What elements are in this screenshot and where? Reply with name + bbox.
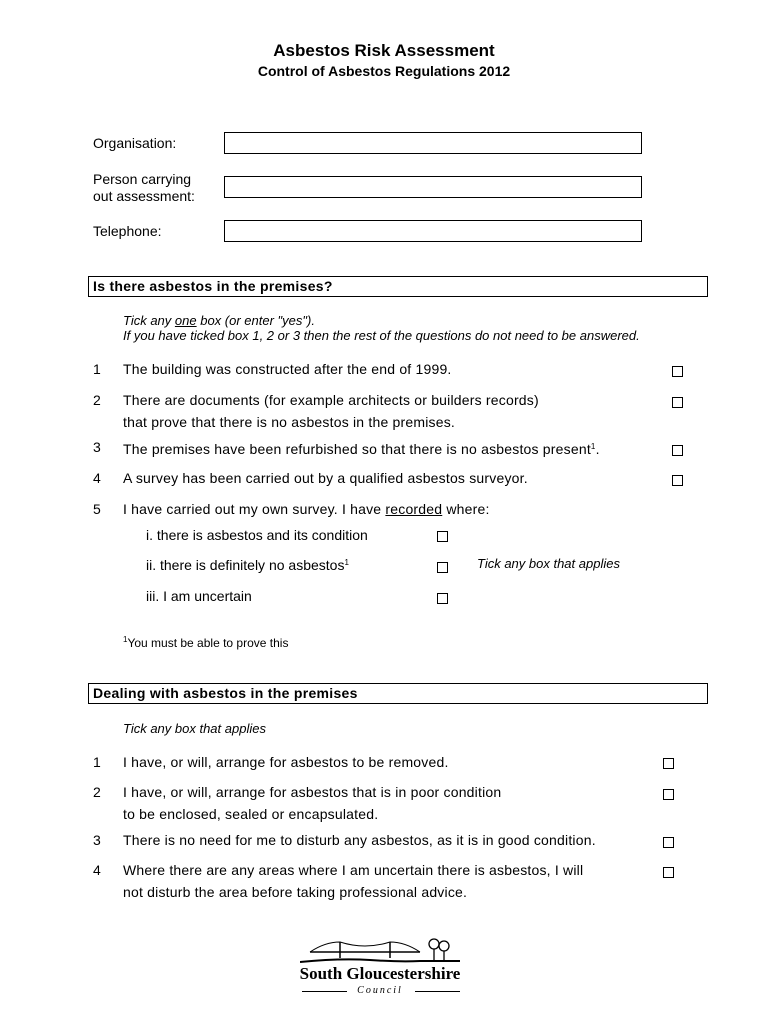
organisation-label: Organisation: <box>93 135 177 151</box>
s2-item-text: I have, or will, arrange for asbestos to be removed. <box>123 754 449 770</box>
s2-item2-checkbox[interactable] <box>663 789 674 800</box>
logo-name: South Gloucestershire <box>299 964 461 983</box>
subitems-note: Tick any box that applies <box>477 556 620 571</box>
s1-item-text <box>123 389 539 433</box>
instruction-pre: Tick any <box>123 313 175 328</box>
s2-item1-checkbox[interactable] <box>663 758 674 769</box>
logo-rule-right <box>415 991 460 992</box>
s1-subitem2-text: ii. there is definitely no asbestos <box>146 557 345 573</box>
s1-item5-pre: I have carried out my own survey. I have <box>123 501 386 517</box>
s1-item-number: 4 <box>93 470 101 486</box>
s1-item5-post: where: <box>442 501 490 517</box>
person-label <box>93 171 195 205</box>
s2-item2-line1: I have, or will, arrange for asbestos that is in poor condition <box>123 784 502 800</box>
footnote <box>123 635 288 650</box>
s1-item-text: The building was constructed after the end of 1999. <box>123 361 452 377</box>
s2-item-number: 3 <box>93 832 101 848</box>
s1-item2-line2: that prove that there is no asbestos in the premises. <box>123 414 455 430</box>
s2-item-number: 1 <box>93 754 101 770</box>
s2-item-text: There is no need for me to disturb any asbestos, as it is in good condition. <box>123 832 596 848</box>
person-field[interactable] <box>224 176 642 198</box>
instruction-underlined: one <box>174 313 197 328</box>
s1-item3-text: The premises have been refurbished so that there is no asbestos present <box>123 441 591 457</box>
person-label-line2: out assessment: <box>93 188 195 204</box>
section1-instruction-line2: If you have ticked box 1, 2 or 3 then the rest of the questions do not need to be answered. <box>123 328 640 343</box>
s1-item-number: 2 <box>93 392 101 408</box>
s2-item-text <box>123 781 501 825</box>
s1-subitem-label <box>146 557 349 573</box>
section1-heading: Is there asbestos in the premises? <box>88 276 708 297</box>
s1-item-number: 3 <box>93 439 101 455</box>
s1-subitem-label: iii. I am uncertain <box>146 588 252 604</box>
section2-heading: Dealing with asbestos in the premises <box>88 683 708 704</box>
s1-subitem-label: i. there is asbestos and its condition <box>146 527 368 543</box>
footnote-text: You must be able to prove this <box>127 636 289 650</box>
s1-item1-checkbox[interactable] <box>672 366 683 377</box>
bridge-and-trees-logo <box>300 936 460 964</box>
telephone-field[interactable] <box>224 220 642 242</box>
s1-item2-line1: There are documents (for example architects or builders records) <box>123 392 539 408</box>
s1-item3-checkbox[interactable] <box>672 445 683 456</box>
s2-item-number: 4 <box>93 862 101 878</box>
s1-item-text <box>123 498 490 520</box>
s2-item-number: 2 <box>93 784 101 800</box>
s1-item3-tail: . <box>595 441 600 457</box>
instruction-post: box (or enter "yes"). <box>196 313 315 328</box>
s2-item3-checkbox[interactable] <box>663 837 674 848</box>
s1-item-number: 5 <box>93 501 101 517</box>
section1-instruction <box>123 313 315 329</box>
s1-item2-checkbox[interactable] <box>672 397 683 408</box>
person-label-line1: Person carrying <box>93 171 192 187</box>
s1-item-number: 1 <box>93 361 101 377</box>
document-subtitle: Control of Asbestos Regulations 2012 <box>257 63 511 79</box>
section2-instruction: Tick any box that applies <box>123 721 266 736</box>
s1-subitem3-checkbox[interactable] <box>437 593 448 604</box>
s1-item4-checkbox[interactable] <box>672 475 683 486</box>
s2-item4-line1: Where there are any areas where I am uncertain there is asbestos, I will <box>123 862 584 878</box>
logo-council: Council <box>357 985 403 996</box>
s1-item5-underlined: recorded <box>385 501 443 517</box>
document-title: Asbestos Risk Assessment <box>273 41 495 60</box>
s1-item-text: A survey has been carried out by a qualified asbestos surveyor. <box>123 470 528 486</box>
footnote-number: 1 <box>123 635 128 644</box>
s1-subitem1-checkbox[interactable] <box>437 531 448 542</box>
s2-item4-checkbox[interactable] <box>663 867 674 878</box>
s2-item2-line2: to be enclosed, sealed or encapsulated. <box>123 806 379 822</box>
s1-subitem2-checkbox[interactable] <box>437 562 448 573</box>
s2-item4-line2: not disturb the area before taking professional advice. <box>123 884 468 900</box>
footnote-marker: 1 <box>344 558 349 567</box>
footnote-marker: 1 <box>590 442 596 451</box>
s1-item-text <box>123 436 600 460</box>
telephone-label: Telephone: <box>93 223 162 239</box>
s2-item-text <box>123 859 583 903</box>
organisation-field[interactable] <box>224 132 642 154</box>
